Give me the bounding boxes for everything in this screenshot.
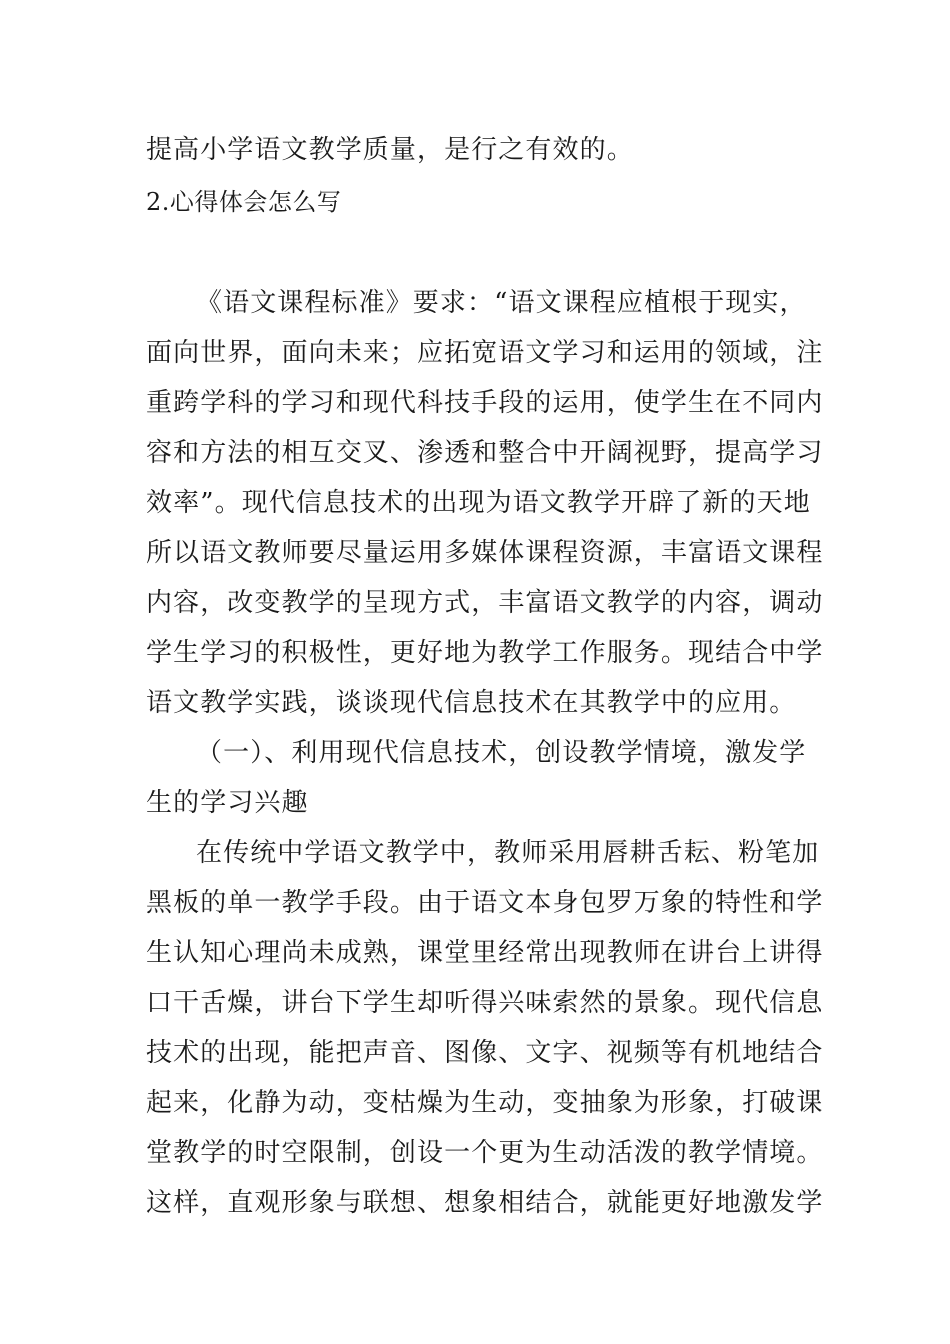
text-line: 面向世界，面向未来；应拓宽语文学习和运用的领域，注	[146, 338, 824, 368]
text-line: 生认知心理尚未成熟，课堂里经常出现教师在讲台上讲得	[146, 938, 824, 968]
section-heading: 2.心得体会怎么写	[146, 188, 342, 216]
text-line: 堂教学的时空限制，创设一个更为生动活泼的教学情境。	[146, 1138, 824, 1168]
text-line: 《语文课程标准》要求：“语文课程应植根于现实，	[196, 288, 807, 318]
text-line: 语文教学实践，谈谈现代信息技术在其教学中的应用。	[146, 688, 797, 718]
text-line: 内容，改变教学的呈现方式，丰富语文教学的内容，调动	[146, 588, 824, 618]
text-line: 黑板的单一教学手段。由于语文本身包罗万象的特性和学	[146, 888, 824, 918]
text-line: 所以语文教师要尽量运用多媒体课程资源，丰富语文课程	[146, 538, 824, 568]
text-line: 在传统中学语文教学中，教师采用唇耕舌耘、粉笔加	[196, 838, 820, 868]
text-line: 效率”。现代信息技术的出现为语文教学开辟了新的天地	[146, 488, 811, 518]
text-line: 学生学习的积极性，更好地为教学工作服务。现结合中学	[146, 638, 824, 668]
text-line: 提高小学语文教学质量，是行之有效的。	[146, 135, 634, 165]
text-line: 起来，化静为动，变枯燥为生动，变抽象为形象，打破课	[146, 1088, 824, 1118]
text-line: 这样，直观形象与联想、想象相结合，就能更好地激发学	[146, 1188, 824, 1218]
subheading-line: 生的学习兴趣	[146, 788, 309, 818]
text-line: 重跨学科的学习和现代科技手段的运用，使学生在不同内	[146, 388, 824, 418]
text-line: 口干舌燥，讲台下学生却听得兴味索然的景象。现代信息	[146, 988, 824, 1018]
text-line: 技术的出现，能把声音、图像、文字、视频等有机地结合	[146, 1038, 824, 1068]
subheading-line: （一）、利用现代信息技术，创设教学情境，激发学	[196, 738, 807, 768]
text-line: 容和方法的相互交叉、渗透和整合中开阔视野，提高学习	[146, 438, 824, 468]
